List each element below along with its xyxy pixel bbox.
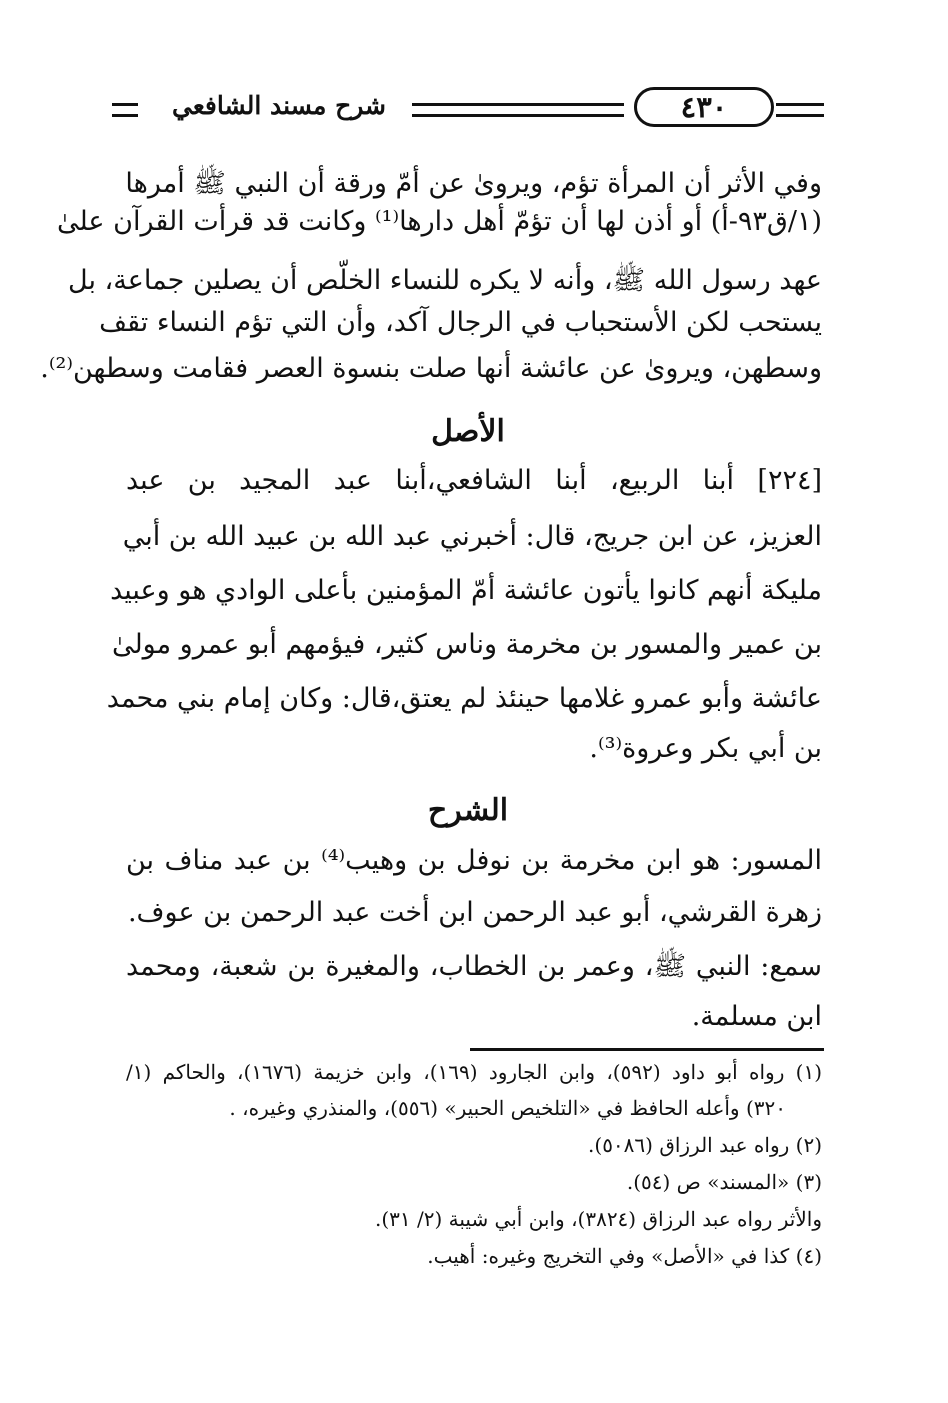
footnote-line: (١) رواه أبو داود (٥٩٢)، وابن الجارود (١٦٩)، وابن خزيمة (١٦٧٦)، والحاكم (١/ xyxy=(126,1060,823,1084)
text-line: (١/ق٩٣-أ) أو أذن لها أن تؤمّ أهل دارها⁽¹⁾ وكانت قد قرأت القرآن علىٰ xyxy=(56,206,822,237)
text-line: [٢٢٤] أبنا الربيع، أبنا الشافعي،أبنا عبد المجيد بن عبد xyxy=(126,465,822,496)
text-line: العزيز، عن ابن جريج، قال: أخبرني عبد الله بن عبيد الله بن أبي xyxy=(122,521,822,552)
text-line: وسطهن، ويرویٰ عن عائشة أنها صلت بنسوة العصر فقامت وسطهن⁽²⁾. xyxy=(40,353,822,384)
header-rule-middle xyxy=(412,103,624,117)
header-rule-left xyxy=(112,103,138,117)
page-number: ٤٣٠ xyxy=(634,87,774,127)
footnote-line: (٢) رواه عبد الرزاق (٥٠٨٦). xyxy=(588,1133,822,1157)
running-header xyxy=(112,84,824,132)
text-line: وفي الأثر أن المرأة تؤم، ويرویٰ عن أمّ ورقة أن النبي ﷺ أمرها xyxy=(125,168,822,199)
footnote-line: ٣٢٠) وأعله الحافظ في «التلخيص الحبير» (٥٥٦)، والمنذري وغيره، . xyxy=(229,1096,786,1120)
text-line: بن أبي بكر وعروة⁽³⁾. xyxy=(589,733,822,764)
text-line: يستحب لكن الأستحباب في الرجال آكد، وأن التي تؤم النساء تقف xyxy=(99,307,822,338)
text-line: عهد رسول الله ﷺ، وأنه لا يكره للنساء الخلّص أن يصلين جماعة، بل xyxy=(68,265,822,296)
footnote-line: (٤) كذا في «الأصل» وفي التخريج وغيره: أهيب. xyxy=(427,1244,822,1268)
footnote-line: (٣) «المسند» ص (٥٤). xyxy=(626,1170,822,1194)
text-line: مليكة أنهم كانوا يأتون عائشة أمّ المؤمنين بأعلى الوادي هو وعبيد xyxy=(110,575,822,606)
text-line: عائشة وأبو عمرو غلامها حينئذ لم يعتق،قال: وكان إمام بني محمد xyxy=(106,683,822,714)
footnote-line: والأثر رواه عبد الرزاق (٣٨٢٤)، وابن أبي شيبة (٢/ ٣١). xyxy=(374,1207,822,1231)
section-heading-sharh: الشرح xyxy=(427,793,509,828)
footnote-separator xyxy=(470,1048,824,1051)
text-line: بن عمير والمسور بن مخرمة وناس كثير، فيؤمهم أبو عمرو مولىٰ xyxy=(111,629,822,660)
book-title: شرح مسند الشافعي xyxy=(172,91,386,120)
text-line: ابن مسلمة. xyxy=(691,1001,822,1032)
text-line: زهرة القرشي، أبو عبد الرحمن ابن أخت عبد الرحمن بن عوف. xyxy=(127,897,822,928)
text-line: المسور: هو ابن مخرمة بن نوفل بن وهيب⁽⁴⁾ بن عبد مناف بن xyxy=(126,845,823,876)
text-line: سمع: النبي ﷺ، وعمر بن الخطاب، والمغيرة بن شعبة، ومحمد xyxy=(126,951,822,982)
section-heading-asl: الأصل xyxy=(431,414,505,449)
header-rule-right xyxy=(776,103,824,117)
